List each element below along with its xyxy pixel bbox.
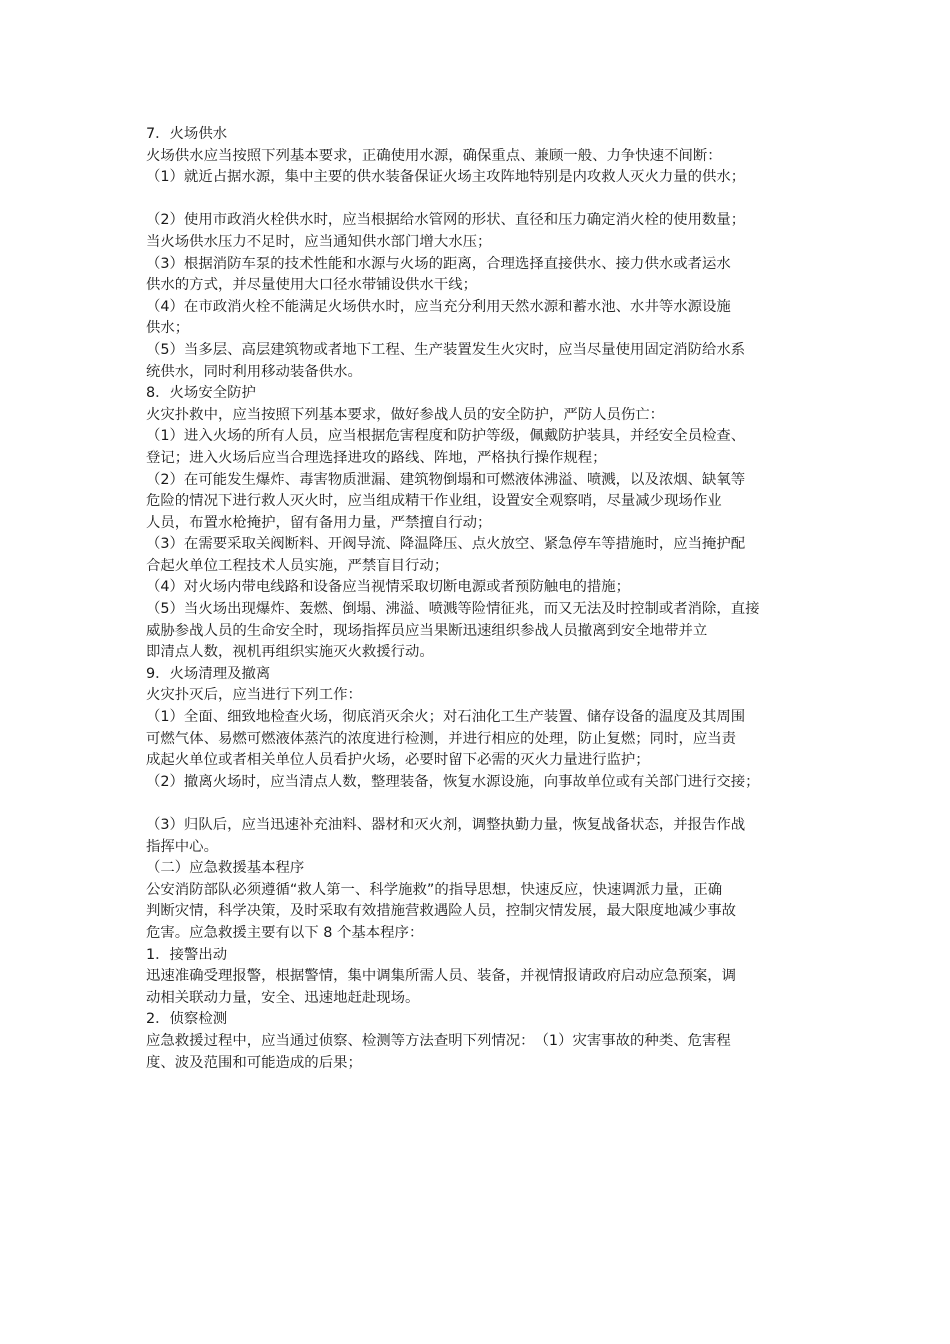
paragraph-line: （5）当多层、高层建筑物或者地下工程、生产装置发生火灾时，应当尽量使用固定消防给水系 [146,341,746,358]
paragraph-line: （3）在需要采取关阀断料、开阀导流、降温降压、点火放空、紧急停车等措施时，应当掩护配 [146,536,746,553]
section-heading: 8．火场安全防护 [146,385,256,402]
paragraph-line: 供水； [146,320,190,337]
section-heading: 9．火场清理及撤离 [146,665,271,682]
blank-line [146,189,814,211]
paragraph-line: 迅速准确受理报警，根据警情，集中调集所需人员、装备，并视情报请政府启动应急预案，调 [146,968,737,985]
section-heading: 7．火场供水 [146,126,228,142]
paragraph-line: 度、波及范围和可能造成的后果； [146,1054,362,1071]
paragraph-line: 危险的情况下进行救人灭火时，应当组成精干作业组，设置安全观察哨，尽量减少现场作业 [146,493,722,510]
paragraph-line: （1）全面、细致地检查火场，彻底消灭余火；对石油化工生产装置、储存设备的温度及其周围 [146,709,746,726]
paragraph-line: （3）根据消防车泵的技术性能和水源与火场的距离，合理选择直接供水、接力供水或者运水 [146,255,731,272]
document-page [146,124,814,1074]
paragraph-line: 火场供水应当按照下列基本要求，正确使用水源，确保重点、兼顾一般、力争快速不间断： [146,147,722,164]
paragraph-line: 统供水，同时利用移动装备供水。 [146,363,362,380]
paragraph-line: （4）对火场内带电线路和设备应当视情采取切断电源或者预防触电的措施； [146,579,631,596]
paragraph-line: 指挥中心。 [146,838,218,855]
section-heading: （二）应急救援基本程序 [146,860,305,877]
paragraph-line: 即清点人数，视机再组织实施灭火救援行动。 [146,644,434,661]
paragraph-line: 判断灾情，科学决策，及时采取有效措施营救遇险人员，控制灾情发展，最大限度地减少事故 [146,903,737,920]
paragraph-line: 登记；进入火场后应当合理选择进攻的路线、阵地，严格执行操作规程； [146,449,607,466]
paragraph-line: 成起火单位或者相关单位人员看护火场，必要时留下必需的灭火力量进行监护； [146,752,650,769]
paragraph-line: 当火场供水压力不足时，应当通知供水部门增大水压； [146,233,492,250]
paragraph-line: 动相关联动力量，安全、迅速地赶赴现场。 [146,989,420,1006]
section-heading: 1．接警出动 [146,946,228,963]
section-heading: 2．侦察检测 [146,1011,228,1028]
paragraph-line: （4）在市政消火栓不能满足火场供水时，应当充分利用天然水源和蓄水池、水井等水源设施 [146,298,731,315]
blank-line [146,793,814,815]
paragraph-line: 威胁参战人员的生命安全时，现场指挥员应当果断迅速组织参战人员撤离到安全地带并立 [146,622,708,639]
paragraph-line: 火灾扑灭后，应当进行下列工作： [146,687,362,704]
paragraph-line: （1）进入火场的所有人员，应当根据危害程度和防护等级，佩戴防护装具，并经安全员检查、 [146,428,746,445]
paragraph-line: （3）归队后，应当迅速补充油料、器材和灭火剂，调整执勤力量，恢复战备状态，并报告作战 [146,817,746,833]
paragraph-line: 人员，布置水枪掩护，留有备用力量，严禁擅自行动； [146,514,492,531]
paragraph-line: （2）使用市政消火栓供水时，应当根据给水管网的形状、直径和压力确定消火栓的使用数量； [146,212,746,229]
paragraph-line: （5）当火场出现爆炸、轰燃、倒塌、沸溢、喷溅等险情征兆，而又无法及时控制或者消除，直接 [146,601,760,618]
paragraph-line: 应急救援过程中，应当通过侦察、检测等方法查明下列情况： （1）灾害事故的种类、危害程 [146,1032,731,1049]
paragraph-line: 合起火单位工程技术人员实施，严禁盲目行动； [146,557,449,574]
paragraph-line: 火灾扑救中，应当按照下列基本要求，做好参战人员的安全防护，严防人员伤亡： [146,406,665,423]
paragraph-line: 可燃气体、易燃可燃液体蒸汽的浓度进行检测，并进行相应的处理，防止复燃；同时，应当责 [146,730,737,747]
paragraph-line: 公安消防部队必须遵循“救人第一、科学施救”的指导思想，快速反应，快速调派力量，正确 [146,881,723,898]
paragraph-line: （2）在可能发生爆炸、毒害物质泄漏、建筑物倒塌和可燃液体沸溢、喷溅，以及浓烟、缺氧等 [146,471,746,488]
paragraph-line: 供水的方式，并尽量使用大口径水带铺设供水干线； [146,277,477,294]
paragraph-line: （2）撤离火场时，应当清点人数，整理装备，恢复水源设施，向事故单位或有关部门进行交接； [146,773,760,790]
paragraph-line: （1）就近占据水源，集中主要的供水装备保证火场主攻阵地特别是内攻救人灭火力量的供水； [146,169,746,186]
paragraph-line: 危害。应急救援主要有以下 8 个基本程序： [146,924,424,941]
